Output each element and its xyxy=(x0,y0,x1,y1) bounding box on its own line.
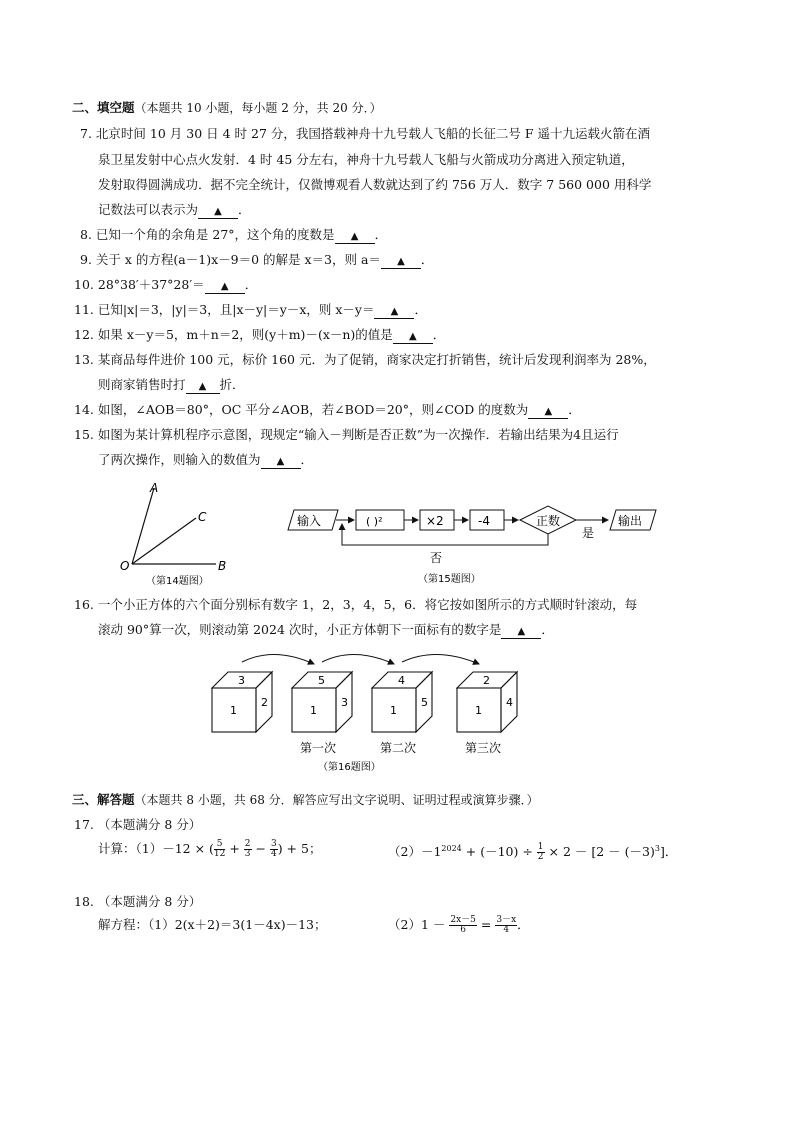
question-7-line-3: 发射取得圆满成功．据不完全统计，仅微博观看人数就达到了约 756 万人．数字 7 560 000 用科学 xyxy=(98,177,652,192)
question-16-text-1: 一个小正方体的六个面分别标有数字 1，2，3，4，5，6．将它按如图所示的方式顺时针滚动，每 xyxy=(97,597,638,612)
cube-top-number: 3 xyxy=(238,674,245,687)
expr-text: × 2 － [2 － (－3) xyxy=(548,844,655,860)
flow-input-label: 输入 xyxy=(297,514,322,528)
question-7-text-1: 北京时间 10 月 30 日 4 时 27 分，我国搭载神舟十九号载人飞船的长征二号 F 遥十九运载火箭在酒 xyxy=(95,126,651,141)
question-13-text-2: 则商家销售时打 xyxy=(98,377,186,392)
fraction: $\frac{5}{12}$ xyxy=(213,839,226,859)
question-12-number: 12. xyxy=(74,327,94,342)
question-18-part-1 xyxy=(98,914,327,936)
expr-text: －12 × ( xyxy=(162,841,214,856)
ray-OC xyxy=(132,518,196,564)
question-13-number: 13. xyxy=(74,352,94,367)
label-B: B xyxy=(218,559,227,573)
question-13-end: 折． xyxy=(219,377,245,392)
answer-blank[interactable]: ▲ xyxy=(374,306,414,319)
cube-top-number: 5 xyxy=(318,674,325,687)
cube-top-number: 2 xyxy=(483,674,490,687)
question-9-number: 9. xyxy=(80,252,92,267)
question-11-end: ． xyxy=(414,302,427,317)
question-15-line-2 xyxy=(98,452,313,469)
question-7-end: ． xyxy=(238,202,251,217)
question-17-part-2 xyxy=(388,838,677,863)
cube-right-number: 5 xyxy=(421,696,428,709)
question-10 xyxy=(74,277,257,294)
flow-decision-label: 正数 xyxy=(536,514,561,528)
expr-text: 2(x＋2)＝3(1－4x)－13； xyxy=(174,917,327,932)
label-A: A xyxy=(150,481,159,495)
section-2-heading xyxy=(72,100,382,116)
part-label: （2） xyxy=(388,844,421,860)
question-18-prefix: 解方程： xyxy=(98,917,149,932)
question-12 xyxy=(74,327,445,344)
ray-OA xyxy=(132,488,154,564)
question-16-number: 16. xyxy=(74,597,94,612)
question-13-line-2 xyxy=(98,377,245,394)
question-17-number: 17. xyxy=(74,817,94,832)
expr-text: 1 － xyxy=(420,917,446,932)
section-3-heading xyxy=(72,792,539,808)
expr-text: ) + 5； xyxy=(277,841,322,856)
roll-arrow xyxy=(322,654,394,664)
question-11-text: 已知|x|＝3，|y|＝3，且|x－y|＝y－x，则 x－y＝ xyxy=(97,302,375,317)
question-10-text: 28°38′＋37°28′＝ xyxy=(97,277,205,292)
question-17-score: （本题满分 8 分） xyxy=(97,817,202,832)
question-15-line-1 xyxy=(74,427,619,443)
question-11-number: 11. xyxy=(74,302,94,317)
roll-arrow xyxy=(242,654,314,664)
question-10-number: 10. xyxy=(74,277,94,292)
question-13-text-1: 某商品每件进价 100 元，标价 160 元．为了促销，商家决定打折销售，统计后发现利润率为 28%， xyxy=(97,352,656,367)
cube-front-number: 1 xyxy=(390,704,397,717)
cube xyxy=(402,654,517,755)
question-16-line-2 xyxy=(98,622,554,639)
question-8-end: ． xyxy=(374,227,388,242)
question-14-text: 如图，∠AOB＝80°，OC 平分∠AOB，若∠BOD＝20°，则∠COD 的度数为 xyxy=(97,402,529,417)
section-3-title: 三、解答题 xyxy=(72,792,135,807)
cube-right-number: 4 xyxy=(506,696,513,709)
question-9-text: 关于 x 的方程(a－1)x－9＝0 的解是 x＝3，则 a＝ xyxy=(95,252,381,267)
answer-blank[interactable]: ▲ xyxy=(186,381,220,394)
answer-blank[interactable]: ▲ xyxy=(261,456,301,469)
answer-blank[interactable]: ▲ xyxy=(381,256,421,269)
figure-14 xyxy=(110,478,250,588)
question-9-end: ． xyxy=(420,252,434,267)
cube xyxy=(212,672,272,732)
question-14-end: ． xyxy=(568,402,581,417)
flow-yes-label: 是 xyxy=(582,526,595,540)
part-label: （1） xyxy=(135,841,163,856)
question-16-line-1 xyxy=(74,597,637,613)
question-18-header xyxy=(74,894,201,910)
cube-step-label: 第二次 xyxy=(380,741,417,755)
question-17-header xyxy=(74,817,201,833)
answer-blank[interactable]: ▲ xyxy=(335,231,375,244)
flow-times2-label: ×2 xyxy=(426,514,444,528)
question-16-text-2: 滚动 90°算一次，则滚动第 2024 次时，小正方体朝下一面标有的数字是 xyxy=(98,622,502,637)
section-2-title: 二、填空题 xyxy=(72,100,135,115)
fraction: $\frac{3}{4}$ xyxy=(270,839,277,859)
section-3-note: （本题共 8 小题，共 68 分．解答应写出文字说明、证明过程或演算步骤．） xyxy=(134,793,539,807)
cube xyxy=(242,654,352,755)
answer-blank[interactable]: ▲ xyxy=(198,206,238,219)
cube-step-label: 第一次 xyxy=(300,741,337,755)
question-8-number: 8. xyxy=(80,227,92,242)
cube-right-number: 2 xyxy=(261,696,268,709)
label-C: C xyxy=(198,510,207,524)
question-18-number: 18. xyxy=(74,894,94,909)
expr-text: = xyxy=(480,917,492,932)
fraction: $\frac{2}{3}$ xyxy=(244,839,251,859)
question-7-line-2: 泉卫星发射中心点火发射．4 时 45 分左右，神舟十九号载人飞船与火箭成功分离进入预定轨道， xyxy=(98,152,634,167)
answer-blank[interactable]: ▲ xyxy=(393,331,433,344)
cube-step-label: 第三次 xyxy=(465,741,502,755)
cube-front-number: 1 xyxy=(475,704,482,717)
answer-blank[interactable]: ▲ xyxy=(205,281,245,294)
question-11 xyxy=(74,302,427,319)
question-17-part-1: 计算：（1）－12 × ( $\frac{5}{12}$ + $\frac{2}{3}$ − $\frac{3}{4}$ ) + 5； xyxy=(98,839,322,859)
cube-front-number: 1 xyxy=(230,704,237,717)
expr-text: + (－10) ÷ xyxy=(465,844,533,860)
figure-15-caption: （第15题图） xyxy=(418,574,481,585)
figure-14-caption: （第14题图） xyxy=(146,576,209,587)
question-15-end: ． xyxy=(300,452,314,467)
question-18-part-2 xyxy=(388,914,530,936)
question-7-line-4 xyxy=(98,202,251,219)
roll-arrow xyxy=(402,654,479,664)
question-7-line-1 xyxy=(80,126,650,142)
fraction: $\frac{3-x}{4}$ xyxy=(496,915,517,935)
question-18-score: （本题满分 8 分） xyxy=(97,894,202,909)
question-17-prefix: 计算： xyxy=(98,841,136,856)
question-8-text: 已知一个角的余角是 27°，这个角的度数是 xyxy=(95,227,335,242)
cube xyxy=(322,654,432,755)
question-10-end: ． xyxy=(244,277,258,292)
label-O: O xyxy=(120,559,130,573)
flow-no-label: 否 xyxy=(430,551,443,565)
question-15-text-2: 了两次操作，则输入的数值为 xyxy=(98,452,261,467)
exponent: 3 xyxy=(654,844,660,853)
fraction: $\frac{2x-5}{6}$ xyxy=(450,915,476,935)
answer-blank[interactable]: ▲ xyxy=(528,406,568,419)
flow-square-label: ( )² xyxy=(366,515,383,528)
expr-text: －1 xyxy=(420,844,442,860)
figure-16 xyxy=(200,640,540,775)
figure-16-caption: （第16题图） xyxy=(318,762,381,773)
question-14 xyxy=(74,402,581,419)
question-7-text-4: 记数法可以表示为 xyxy=(98,202,199,217)
flow-minus4-label: -4 xyxy=(478,514,490,528)
expr-text: ． xyxy=(517,917,530,932)
answer-blank[interactable]: ▲ xyxy=(501,626,541,639)
question-12-end: ． xyxy=(432,327,446,342)
question-15-text-1: 如图为某计算机程序示意图，现规定“输入－判断是否正数”为一次操作．若输出结果为4且运行 xyxy=(97,427,619,442)
question-9 xyxy=(80,252,433,269)
flow-output-label: 输出 xyxy=(618,514,643,528)
question-16-end: ． xyxy=(541,622,554,637)
part-label: （1） xyxy=(148,917,175,932)
question-12-text: 如果 x－y＝5，m＋n＝2，则(y＋m)－(x－n)的值是 xyxy=(97,327,393,342)
question-14-number: 14. xyxy=(74,402,94,417)
fraction: $\frac{1}{2}$ xyxy=(537,842,544,863)
cube-right-number: 3 xyxy=(341,696,348,709)
question-13-line-1 xyxy=(74,352,656,368)
cube-top-number: 4 xyxy=(398,674,405,687)
question-7-number: 7. xyxy=(80,126,92,141)
expr-text: ]． xyxy=(659,844,678,860)
figure-15 xyxy=(284,500,664,590)
question-15-number: 15. xyxy=(74,427,94,442)
section-2-note: （本题共 10 小题，每小题 2 分，共 20 分．） xyxy=(134,101,382,115)
question-8 xyxy=(80,227,387,244)
exponent: 2024 xyxy=(441,844,462,853)
part-label: （2） xyxy=(388,917,421,932)
cube-front-number: 1 xyxy=(310,704,317,717)
